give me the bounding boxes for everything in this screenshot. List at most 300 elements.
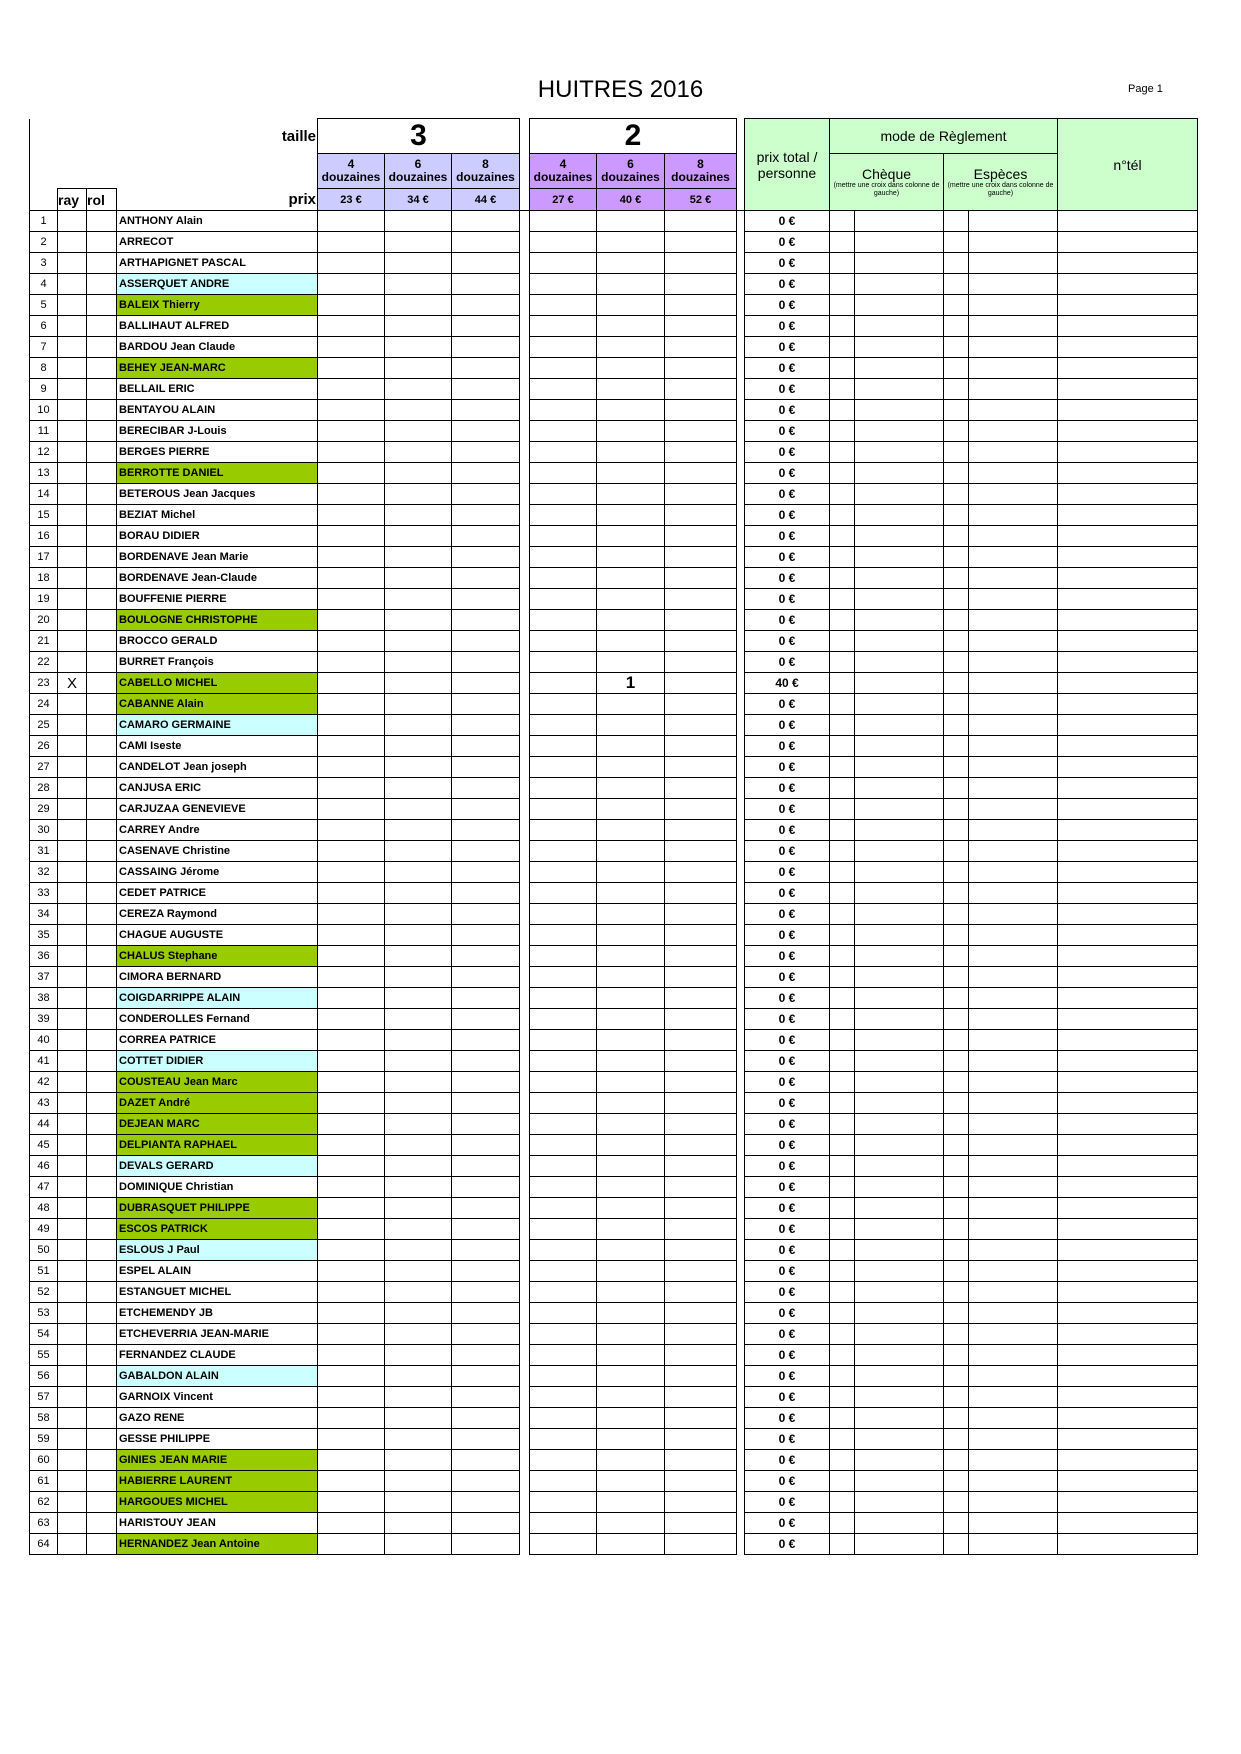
qty-size2-8dz[interactable]	[665, 1471, 737, 1492]
rol-cell[interactable]	[87, 1387, 117, 1408]
especes-checkbox[interactable]	[944, 568, 969, 589]
rol-cell[interactable]	[87, 631, 117, 652]
qty-size3-6dz[interactable]	[385, 232, 452, 253]
qty-size2-4dz[interactable]	[530, 715, 597, 736]
cheque-amount[interactable]	[855, 1345, 944, 1366]
cheque-checkbox[interactable]	[830, 694, 855, 715]
tel-cell[interactable]	[1058, 1009, 1198, 1030]
rol-cell[interactable]	[87, 547, 117, 568]
cheque-amount[interactable]	[855, 715, 944, 736]
rol-cell[interactable]	[87, 1009, 117, 1030]
qty-size3-6dz[interactable]	[385, 1114, 452, 1135]
tel-cell[interactable]	[1058, 253, 1198, 274]
qty-size3-6dz[interactable]	[385, 358, 452, 379]
qty-size2-6dz[interactable]	[597, 736, 665, 757]
cheque-checkbox[interactable]	[830, 1009, 855, 1030]
rol-cell[interactable]	[87, 946, 117, 967]
qty-size2-6dz[interactable]	[597, 904, 665, 925]
especes-checkbox[interactable]	[944, 1135, 969, 1156]
qty-size2-6dz[interactable]	[597, 1156, 665, 1177]
cheque-checkbox[interactable]	[830, 400, 855, 421]
rol-cell[interactable]	[87, 1324, 117, 1345]
tel-cell[interactable]	[1058, 925, 1198, 946]
qty-size3-8dz[interactable]	[452, 799, 520, 820]
cheque-checkbox[interactable]	[830, 1156, 855, 1177]
qty-size2-8dz[interactable]	[665, 1177, 737, 1198]
tel-cell[interactable]	[1058, 463, 1198, 484]
qty-size3-8dz[interactable]	[452, 1282, 520, 1303]
cheque-checkbox[interactable]	[830, 652, 855, 673]
cheque-checkbox[interactable]	[830, 1429, 855, 1450]
qty-size2-4dz[interactable]	[530, 757, 597, 778]
especes-amount[interactable]	[969, 484, 1058, 505]
qty-size3-8dz[interactable]	[452, 484, 520, 505]
cheque-amount[interactable]	[855, 883, 944, 904]
tel-cell[interactable]	[1058, 610, 1198, 631]
ray-cell[interactable]	[58, 1345, 87, 1366]
rol-cell[interactable]	[87, 484, 117, 505]
tel-cell[interactable]	[1058, 358, 1198, 379]
qty-size3-8dz[interactable]	[452, 1387, 520, 1408]
qty-size2-8dz[interactable]	[665, 1261, 737, 1282]
especes-checkbox[interactable]	[944, 253, 969, 274]
especes-amount[interactable]	[969, 904, 1058, 925]
rol-cell[interactable]	[87, 1198, 117, 1219]
qty-size3-4dz[interactable]	[318, 442, 385, 463]
tel-cell[interactable]	[1058, 862, 1198, 883]
qty-size3-8dz[interactable]	[452, 841, 520, 862]
qty-size3-4dz[interactable]	[318, 967, 385, 988]
especes-amount[interactable]	[969, 1177, 1058, 1198]
cheque-amount[interactable]	[855, 1492, 944, 1513]
qty-size3-4dz[interactable]	[318, 1156, 385, 1177]
qty-size3-8dz[interactable]	[452, 1345, 520, 1366]
cheque-checkbox[interactable]	[830, 778, 855, 799]
especes-amount[interactable]	[969, 1282, 1058, 1303]
especes-checkbox[interactable]	[944, 1387, 969, 1408]
especes-checkbox[interactable]	[944, 1261, 969, 1282]
especes-amount[interactable]	[969, 1219, 1058, 1240]
qty-size2-8dz[interactable]	[665, 400, 737, 421]
cheque-amount[interactable]	[855, 988, 944, 1009]
cheque-amount[interactable]	[855, 463, 944, 484]
especes-checkbox[interactable]	[944, 358, 969, 379]
qty-size3-8dz[interactable]	[452, 862, 520, 883]
qty-size3-8dz[interactable]	[452, 1450, 520, 1471]
rol-cell[interactable]	[87, 1135, 117, 1156]
especes-amount[interactable]	[969, 1303, 1058, 1324]
qty-size3-6dz[interactable]	[385, 925, 452, 946]
especes-checkbox[interactable]	[944, 1114, 969, 1135]
cheque-amount[interactable]	[855, 610, 944, 631]
especes-amount[interactable]	[969, 778, 1058, 799]
qty-size3-6dz[interactable]	[385, 1135, 452, 1156]
qty-size2-4dz[interactable]	[530, 1114, 597, 1135]
qty-size2-8dz[interactable]	[665, 1051, 737, 1072]
rol-cell[interactable]	[87, 1429, 117, 1450]
qty-size3-4dz[interactable]	[318, 883, 385, 904]
qty-size2-4dz[interactable]	[530, 211, 597, 232]
qty-size2-4dz[interactable]	[530, 253, 597, 274]
especes-checkbox[interactable]	[944, 379, 969, 400]
cheque-amount[interactable]	[855, 484, 944, 505]
qty-size3-4dz[interactable]	[318, 652, 385, 673]
qty-size2-4dz[interactable]	[530, 610, 597, 631]
qty-size2-8dz[interactable]	[665, 652, 737, 673]
rol-cell[interactable]	[87, 652, 117, 673]
tel-cell[interactable]	[1058, 1240, 1198, 1261]
tel-cell[interactable]	[1058, 211, 1198, 232]
qty-size2-4dz[interactable]	[530, 1471, 597, 1492]
qty-size2-6dz[interactable]: 1	[597, 673, 665, 694]
qty-size2-4dz[interactable]	[530, 1450, 597, 1471]
tel-cell[interactable]	[1058, 1387, 1198, 1408]
qty-size2-4dz[interactable]	[530, 1093, 597, 1114]
qty-size2-4dz[interactable]	[530, 1324, 597, 1345]
rol-cell[interactable]	[87, 211, 117, 232]
qty-size3-8dz[interactable]	[452, 316, 520, 337]
especes-checkbox[interactable]	[944, 652, 969, 673]
qty-size3-4dz[interactable]	[318, 1366, 385, 1387]
cheque-checkbox[interactable]	[830, 253, 855, 274]
qty-size3-4dz[interactable]	[318, 1492, 385, 1513]
qty-size2-4dz[interactable]	[530, 841, 597, 862]
rol-cell[interactable]	[87, 295, 117, 316]
qty-size3-8dz[interactable]	[452, 694, 520, 715]
qty-size3-8dz[interactable]	[452, 1114, 520, 1135]
qty-size2-4dz[interactable]	[530, 736, 597, 757]
especes-checkbox[interactable]	[944, 1198, 969, 1219]
especes-checkbox[interactable]	[944, 883, 969, 904]
cheque-amount[interactable]	[855, 232, 944, 253]
qty-size3-6dz[interactable]	[385, 421, 452, 442]
qty-size2-6dz[interactable]	[597, 1009, 665, 1030]
rol-cell[interactable]	[87, 1177, 117, 1198]
especes-amount[interactable]	[969, 1156, 1058, 1177]
cheque-checkbox[interactable]	[830, 820, 855, 841]
qty-size3-6dz[interactable]	[385, 820, 452, 841]
rol-cell[interactable]	[87, 778, 117, 799]
tel-cell[interactable]	[1058, 1051, 1198, 1072]
qty-size2-8dz[interactable]	[665, 715, 737, 736]
especes-checkbox[interactable]	[944, 1324, 969, 1345]
ray-cell[interactable]	[58, 988, 87, 1009]
qty-size3-6dz[interactable]	[385, 988, 452, 1009]
qty-size3-6dz[interactable]	[385, 778, 452, 799]
cheque-checkbox[interactable]	[830, 1114, 855, 1135]
rol-cell[interactable]	[87, 1240, 117, 1261]
qty-size3-8dz[interactable]	[452, 400, 520, 421]
qty-size3-4dz[interactable]	[318, 232, 385, 253]
ray-cell[interactable]	[58, 1471, 87, 1492]
tel-cell[interactable]	[1058, 967, 1198, 988]
qty-size2-4dz[interactable]	[530, 778, 597, 799]
cheque-amount[interactable]	[855, 1177, 944, 1198]
qty-size2-6dz[interactable]	[597, 1513, 665, 1534]
cheque-amount[interactable]	[855, 631, 944, 652]
qty-size2-6dz[interactable]	[597, 1282, 665, 1303]
cheque-checkbox[interactable]	[830, 1492, 855, 1513]
qty-size2-8dz[interactable]	[665, 904, 737, 925]
especes-amount[interactable]	[969, 841, 1058, 862]
qty-size3-8dz[interactable]	[452, 589, 520, 610]
ray-cell[interactable]	[58, 484, 87, 505]
ray-cell[interactable]	[58, 358, 87, 379]
rol-cell[interactable]	[87, 1492, 117, 1513]
ray-cell[interactable]	[58, 904, 87, 925]
cheque-amount[interactable]	[855, 1009, 944, 1030]
especes-amount[interactable]	[969, 1051, 1058, 1072]
qty-size3-6dz[interactable]	[385, 526, 452, 547]
cheque-checkbox[interactable]	[830, 967, 855, 988]
ray-cell[interactable]	[58, 757, 87, 778]
qty-size2-4dz[interactable]	[530, 1030, 597, 1051]
rol-cell[interactable]	[87, 1534, 117, 1555]
qty-size2-8dz[interactable]	[665, 568, 737, 589]
ray-cell[interactable]	[58, 1051, 87, 1072]
ray-cell[interactable]	[58, 295, 87, 316]
qty-size2-8dz[interactable]	[665, 1156, 737, 1177]
especes-checkbox[interactable]	[944, 589, 969, 610]
especes-checkbox[interactable]	[944, 631, 969, 652]
rol-cell[interactable]	[87, 1051, 117, 1072]
ray-cell[interactable]	[58, 946, 87, 967]
qty-size3-6dz[interactable]	[385, 1282, 452, 1303]
especes-checkbox[interactable]	[944, 1303, 969, 1324]
cheque-amount[interactable]	[855, 1051, 944, 1072]
qty-size3-4dz[interactable]	[318, 1408, 385, 1429]
qty-size3-6dz[interactable]	[385, 1450, 452, 1471]
tel-cell[interactable]	[1058, 1093, 1198, 1114]
especes-checkbox[interactable]	[944, 463, 969, 484]
cheque-amount[interactable]	[855, 1366, 944, 1387]
qty-size2-4dz[interactable]	[530, 1072, 597, 1093]
qty-size3-6dz[interactable]	[385, 631, 452, 652]
qty-size3-6dz[interactable]	[385, 589, 452, 610]
tel-cell[interactable]	[1058, 820, 1198, 841]
ray-cell[interactable]	[58, 379, 87, 400]
tel-cell[interactable]	[1058, 694, 1198, 715]
qty-size2-6dz[interactable]	[597, 1093, 665, 1114]
qty-size3-4dz[interactable]	[318, 1303, 385, 1324]
qty-size3-8dz[interactable]	[452, 1072, 520, 1093]
ray-cell[interactable]	[58, 568, 87, 589]
qty-size2-8dz[interactable]	[665, 946, 737, 967]
qty-size2-6dz[interactable]	[597, 337, 665, 358]
rol-cell[interactable]	[87, 505, 117, 526]
qty-size3-6dz[interactable]	[385, 1156, 452, 1177]
ray-cell[interactable]	[58, 799, 87, 820]
qty-size3-4dz[interactable]	[318, 736, 385, 757]
qty-size3-6dz[interactable]	[385, 1345, 452, 1366]
cheque-amount[interactable]	[855, 211, 944, 232]
tel-cell[interactable]	[1058, 1219, 1198, 1240]
qty-size3-8dz[interactable]	[452, 1051, 520, 1072]
especes-amount[interactable]	[969, 736, 1058, 757]
qty-size2-6dz[interactable]	[597, 442, 665, 463]
rol-cell[interactable]	[87, 1303, 117, 1324]
cheque-amount[interactable]	[855, 925, 944, 946]
qty-size3-6dz[interactable]	[385, 883, 452, 904]
especes-amount[interactable]	[969, 673, 1058, 694]
qty-size2-4dz[interactable]	[530, 946, 597, 967]
ray-cell[interactable]	[58, 610, 87, 631]
qty-size2-6dz[interactable]	[597, 1366, 665, 1387]
especes-amount[interactable]	[969, 1492, 1058, 1513]
especes-amount[interactable]	[969, 1198, 1058, 1219]
qty-size2-8dz[interactable]	[665, 1345, 737, 1366]
qty-size2-4dz[interactable]	[530, 1135, 597, 1156]
cheque-amount[interactable]	[855, 862, 944, 883]
qty-size2-8dz[interactable]	[665, 694, 737, 715]
qty-size3-4dz[interactable]	[318, 862, 385, 883]
qty-size2-8dz[interactable]	[665, 1030, 737, 1051]
qty-size2-8dz[interactable]	[665, 883, 737, 904]
especes-checkbox[interactable]	[944, 1492, 969, 1513]
rol-cell[interactable]	[87, 1219, 117, 1240]
cheque-amount[interactable]	[855, 946, 944, 967]
especes-amount[interactable]	[969, 988, 1058, 1009]
ray-cell[interactable]	[58, 1177, 87, 1198]
qty-size3-4dz[interactable]	[318, 295, 385, 316]
especes-checkbox[interactable]	[944, 1450, 969, 1471]
tel-cell[interactable]	[1058, 1366, 1198, 1387]
qty-size3-8dz[interactable]	[452, 547, 520, 568]
qty-size2-8dz[interactable]	[665, 1534, 737, 1555]
qty-size3-4dz[interactable]	[318, 841, 385, 862]
cheque-checkbox[interactable]	[830, 568, 855, 589]
cheque-amount[interactable]	[855, 904, 944, 925]
cheque-amount[interactable]	[855, 379, 944, 400]
qty-size3-4dz[interactable]	[318, 1324, 385, 1345]
qty-size2-6dz[interactable]	[597, 1219, 665, 1240]
rol-cell[interactable]	[87, 694, 117, 715]
qty-size2-6dz[interactable]	[597, 316, 665, 337]
qty-size3-4dz[interactable]	[318, 211, 385, 232]
ray-cell[interactable]	[58, 1387, 87, 1408]
qty-size3-8dz[interactable]	[452, 1513, 520, 1534]
tel-cell[interactable]	[1058, 295, 1198, 316]
rol-cell[interactable]	[87, 841, 117, 862]
qty-size3-6dz[interactable]	[385, 1177, 452, 1198]
qty-size3-6dz[interactable]	[385, 1219, 452, 1240]
especes-checkbox[interactable]	[944, 505, 969, 526]
qty-size2-8dz[interactable]	[665, 505, 737, 526]
qty-size3-8dz[interactable]	[452, 757, 520, 778]
tel-cell[interactable]	[1058, 589, 1198, 610]
ray-cell[interactable]	[58, 1303, 87, 1324]
cheque-amount[interactable]	[855, 694, 944, 715]
especes-amount[interactable]	[969, 1114, 1058, 1135]
cheque-checkbox[interactable]	[830, 547, 855, 568]
especes-amount[interactable]	[969, 862, 1058, 883]
cheque-amount[interactable]	[855, 652, 944, 673]
qty-size2-6dz[interactable]	[597, 925, 665, 946]
cheque-checkbox[interactable]	[830, 1387, 855, 1408]
qty-size2-8dz[interactable]	[665, 526, 737, 547]
qty-size3-8dz[interactable]	[452, 1093, 520, 1114]
qty-size2-8dz[interactable]	[665, 1093, 737, 1114]
cheque-amount[interactable]	[855, 736, 944, 757]
qty-size2-6dz[interactable]	[597, 568, 665, 589]
rol-cell[interactable]	[87, 1093, 117, 1114]
especes-checkbox[interactable]	[944, 1051, 969, 1072]
especes-checkbox[interactable]	[944, 1429, 969, 1450]
cheque-checkbox[interactable]	[830, 841, 855, 862]
tel-cell[interactable]	[1058, 652, 1198, 673]
qty-size2-8dz[interactable]	[665, 799, 737, 820]
rol-cell[interactable]	[87, 1471, 117, 1492]
qty-size3-8dz[interactable]	[452, 1135, 520, 1156]
ray-cell[interactable]	[58, 841, 87, 862]
qty-size3-6dz[interactable]	[385, 211, 452, 232]
qty-size2-4dz[interactable]	[530, 274, 597, 295]
qty-size2-8dz[interactable]	[665, 253, 737, 274]
cheque-checkbox[interactable]	[830, 1345, 855, 1366]
ray-cell[interactable]	[58, 694, 87, 715]
qty-size3-8dz[interactable]	[452, 1303, 520, 1324]
ray-cell[interactable]	[58, 1030, 87, 1051]
qty-size3-8dz[interactable]	[452, 1429, 520, 1450]
especes-amount[interactable]	[969, 463, 1058, 484]
especes-amount[interactable]	[969, 379, 1058, 400]
qty-size3-6dz[interactable]	[385, 400, 452, 421]
qty-size2-6dz[interactable]	[597, 1051, 665, 1072]
qty-size3-4dz[interactable]	[318, 358, 385, 379]
qty-size2-8dz[interactable]	[665, 211, 737, 232]
especes-amount[interactable]	[969, 589, 1058, 610]
tel-cell[interactable]	[1058, 547, 1198, 568]
qty-size2-6dz[interactable]	[597, 484, 665, 505]
ray-cell[interactable]	[58, 1450, 87, 1471]
qty-size3-8dz[interactable]	[452, 1030, 520, 1051]
cheque-amount[interactable]	[855, 757, 944, 778]
qty-size2-4dz[interactable]	[530, 967, 597, 988]
qty-size3-6dz[interactable]	[385, 757, 452, 778]
cheque-checkbox[interactable]	[830, 1093, 855, 1114]
especes-amount[interactable]	[969, 295, 1058, 316]
qty-size2-6dz[interactable]	[597, 1450, 665, 1471]
qty-size3-6dz[interactable]	[385, 568, 452, 589]
qty-size3-8dz[interactable]	[452, 673, 520, 694]
ray-cell[interactable]	[58, 589, 87, 610]
tel-cell[interactable]	[1058, 1030, 1198, 1051]
especes-checkbox[interactable]	[944, 1177, 969, 1198]
rol-cell[interactable]	[87, 232, 117, 253]
qty-size2-8dz[interactable]	[665, 1282, 737, 1303]
especes-checkbox[interactable]	[944, 1513, 969, 1534]
especes-amount[interactable]	[969, 1240, 1058, 1261]
qty-size3-4dz[interactable]	[318, 1513, 385, 1534]
qty-size2-4dz[interactable]	[530, 652, 597, 673]
qty-size2-6dz[interactable]	[597, 862, 665, 883]
qty-size2-4dz[interactable]	[530, 799, 597, 820]
ray-cell[interactable]	[58, 1324, 87, 1345]
especes-amount[interactable]	[969, 1093, 1058, 1114]
qty-size3-4dz[interactable]	[318, 463, 385, 484]
rol-cell[interactable]	[87, 274, 117, 295]
qty-size2-8dz[interactable]	[665, 1513, 737, 1534]
rol-cell[interactable]	[87, 463, 117, 484]
especes-checkbox[interactable]	[944, 694, 969, 715]
rol-cell[interactable]	[87, 988, 117, 1009]
cheque-checkbox[interactable]	[830, 799, 855, 820]
ray-cell[interactable]	[58, 1408, 87, 1429]
qty-size3-4dz[interactable]	[318, 610, 385, 631]
cheque-amount[interactable]	[855, 1450, 944, 1471]
cheque-checkbox[interactable]	[830, 673, 855, 694]
qty-size3-4dz[interactable]	[318, 1135, 385, 1156]
